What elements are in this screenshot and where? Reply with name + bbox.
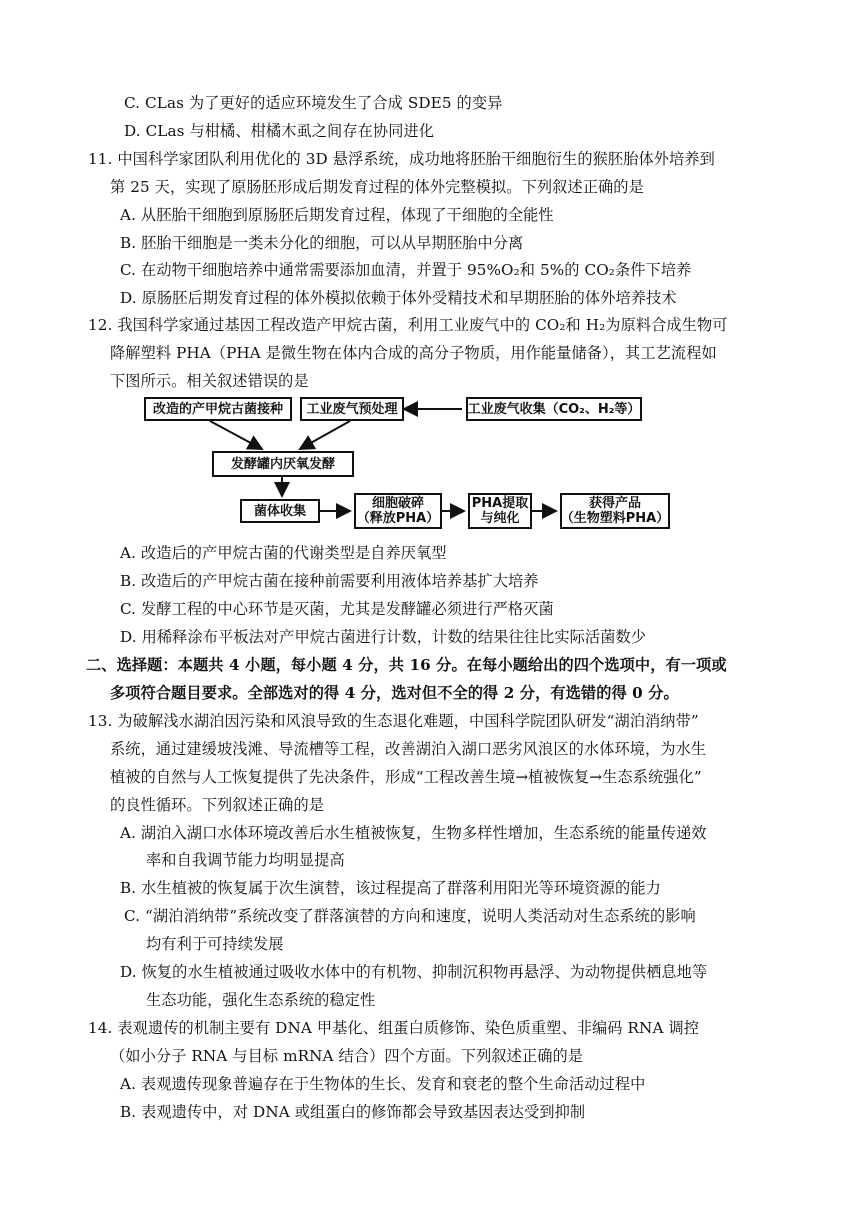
- q12-option-c: C. 发酵工程的中心环节是灭菌，尤其是发酵罐必须进行严格灭菌: [120, 600, 554, 618]
- q12-stem-line-1: 12. 我国科学家通过基因工程改造产甲烷古菌，利用工业废气中的 CO₂和 H₂为原料合成生物可: [88, 316, 728, 334]
- section-2-heading-line-2: 多项符合题目要求。全部选对的得 4 分，选对但不全的得 2 分，有选错的得 0 分。: [110, 684, 679, 702]
- q11-stem-line-1: 11. 中国科学家团队利用优化的 3D 悬浮系统，成功地将胚胎干细胞衍生的猴胚胎体外培养到: [88, 150, 715, 168]
- q12-stem-line-3: 下图所示。相关叙述错误的是: [110, 372, 309, 390]
- q13-stem-line-3: 植被的自然与人工恢复提供了先决条件，形成“工程改善生境→植被恢复→生态系统强化”: [110, 768, 702, 786]
- flow-box-product: 获得产品 （生物塑料PHA）: [560, 493, 670, 529]
- q11-option-d: D. 原肠胚后期发育过程的体外模拟依赖于体外受精技术和早期胚胎的体外培养技术: [120, 289, 677, 307]
- q14-stem-line-2: （如小分子 RNA 与目标 mRNA 结合）四个方面。下列叙述正确的是: [110, 1047, 584, 1065]
- q14-stem-line-1: 14. 表观遗传的机制主要有 DNA 甲基化、组蛋白质修饰、染色质重塑、非编码 RNA 调控: [88, 1019, 700, 1037]
- q12-option-d: D. 用稀释涂布平板法对产甲烷古菌进行计数，计数的结果往往比实际活菌数少: [120, 628, 647, 646]
- flow-box-extraction: PHA提取 与纯化: [468, 493, 532, 529]
- q13-stem-line-4: 的良性循环。下列叙述正确的是: [110, 796, 325, 814]
- q13-option-b: B. 水生植被的恢复属于次生演替，该过程提高了群落利用阳光等环境资源的能力: [120, 879, 661, 897]
- process-flow-diagram: [140, 393, 680, 533]
- q13-option-c-line-1: C. “湖泊消纳带”系统改变了群落演替的方向和速度，说明人类活动对生态系统的影响: [124, 907, 696, 925]
- q10-option-d: D. CLas 与柑橘、柑橘木虱之间存在协同进化: [124, 122, 435, 140]
- q12-option-b: B. 改造后的产甲烷古菌在接种前需要利用液体培养基扩大培养: [120, 572, 539, 590]
- flow-box-pretreat: 工业废气预处理: [300, 397, 404, 421]
- arrow-inoculate-to-ferment: [210, 421, 262, 449]
- q10-option-c: C. CLas 为了更好的适应环境发生了合成 SDE5 的变异: [124, 94, 503, 112]
- q14-option-a: A. 表观遗传现象普遍存在于生物体的生长、发育和衰老的整个生命活动过程中: [120, 1075, 646, 1093]
- flow-box-cell-lysis: 细胞破碎 （释放PHA）: [354, 493, 442, 529]
- q13-stem-line-1: 13. 为破解浅水湖泊因污染和风浪导致的生态退化难题，中国科学院团队研发“湖泊消纳带”: [88, 712, 699, 730]
- arrow-pretreat-to-ferment: [300, 421, 350, 449]
- flow-box-harvest: 菌体收集: [240, 499, 320, 523]
- section-2-heading-line-1: 二、选择题：本题共 4 小题，每小题 4 分，共 16 分。在每小题给出的四个选项中，有一项或: [86, 656, 727, 674]
- q11-option-a: A. 从胚胎干细胞到原肠胚后期发育过程，体现了干细胞的全能性: [120, 206, 554, 224]
- q13-option-d-line-1: D. 恢复的水生植被通过吸收水体中的有机物、抑制沉积物再悬浮、为动物提供栖息地等: [120, 963, 708, 981]
- q13-stem-line-2: 系统，通过建缓坡浅滩、导流槽等工程，改善湖泊入湖口恶劣风浪区的水体环境，为水生: [110, 740, 707, 758]
- q14-option-b: B. 表观遗传中，对 DNA 或组蛋白的修饰都会导致基因表达受到抑制: [120, 1103, 586, 1121]
- q13-option-c-line-2: 均有利于可持续发展: [146, 935, 284, 953]
- q11-option-c: C. 在动物干细胞培养中通常需要添加血清，并置于 95%O₂和 5%的 CO₂条件下培养: [120, 261, 692, 279]
- q12-stem-line-2: 降解塑料 PHA（PHA 是微生物在体内合成的高分子物质，用作能量储备），其工艺流程如: [110, 344, 717, 362]
- flow-box-gas-collect: 工业废气收集（CO₂、H₂等）: [466, 397, 642, 421]
- q13-option-d-line-2: 生态功能，强化生态系统的稳定性: [146, 991, 376, 1009]
- flow-box-fermentation: 发酵罐内厌氧发酵: [212, 451, 354, 477]
- q12-option-a: A. 改造后的产甲烷古菌的代谢类型是自养厌氧型: [120, 544, 447, 562]
- q11-stem-line-2: 第 25 天，实现了原肠胚形成后期发育过程的体外完整模拟。下列叙述正确的是: [110, 178, 644, 196]
- q13-option-a-line-1: A. 湖泊入湖口水体环境改善后水生植被恢复，生物多样性增加，生态系统的能量传递效: [120, 824, 707, 842]
- flow-box-inoculate: 改造的产甲烷古菌接种: [144, 397, 292, 421]
- q11-option-b: B. 胚胎干细胞是一类未分化的细胞，可以从早期胚胎中分离: [120, 234, 524, 252]
- q13-option-a-line-2: 率和自我调节能力均明显提高: [146, 851, 345, 869]
